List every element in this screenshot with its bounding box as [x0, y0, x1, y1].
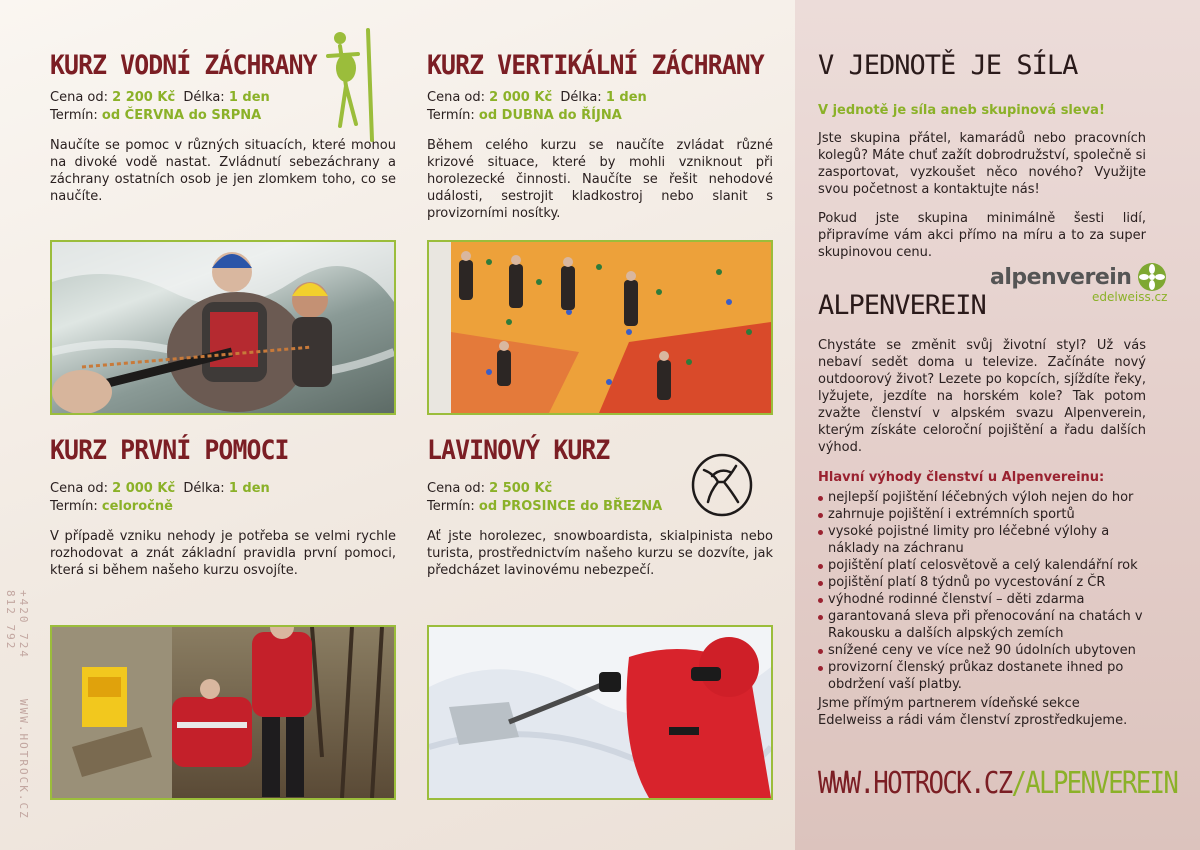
duration-prvni-pomoc: 1 den — [228, 481, 270, 496]
price-vodni: 2 200 Kč — [112, 90, 176, 105]
term-vodni: od ČERVNA do SRPNA — [101, 108, 262, 123]
text-jednota-2: Pokud jste skupina minimálně šesti lidí, připravíme vám akci přímo na míru a to za super skupinovou cenu. — [818, 211, 1146, 260]
benefit-item: pojištění platí 8 týdnů po vycestování z ČR — [818, 574, 1146, 591]
section-vertikalni — [427, 50, 773, 222]
heading-lavinovy: LAVINOVÝ KURZ — [427, 435, 610, 466]
text-partner: Jsme přímým partnerem vídeňské sekce Edelweiss a rádi vám členství zprostředkujeme. — [818, 696, 1128, 728]
section-prvni-pomoc — [50, 435, 396, 579]
section-jednota — [818, 50, 1146, 261]
term-vertikalni: od DUBNA do ŘÍJNA — [478, 108, 622, 123]
url-part-domain: WWW.HOTROCK.CZ — [818, 766, 1012, 801]
term-lavinovy: od PROSINCE do BŘEZNA — [478, 499, 663, 514]
meta-prvni-pomoc: Cena od: 2 000 Kč Délka: 1 den Termín: celoročně — [50, 481, 270, 514]
side-contact — [6, 590, 30, 820]
heading-jednota: V JEDNOTĚ JE SÍLA — [818, 50, 1078, 81]
paddler-icon — [318, 26, 380, 144]
benefit-item: zahrnuje pojištění i extrémních sportů — [818, 506, 1146, 523]
benefit-item: snížené ceny ve více než 90 údolních ubytoven — [818, 642, 1146, 659]
term-prvni-pomoc: celoročně — [101, 499, 173, 514]
benefit-item: vysoké pojistné limity pro léčebné výlohy a náklady na záchranu — [818, 523, 1146, 557]
text-prvni-pomoc: V případě vzniku nehody je potřeba se velmi rychle rozhodovat a znát základní pravidla první pomoci, která si během našeho kurzu osvojíte. — [50, 529, 396, 578]
benefit-item: výhodné rodinné členství – děti zdarma — [818, 591, 1146, 608]
side-phone: +420 724 812 792 — [4, 590, 30, 659]
price-vertikalni: 2 000 Kč — [489, 90, 553, 105]
url-part-path: /ALPENVEREIN — [1011, 766, 1178, 801]
first-aid-illustration — [52, 627, 394, 798]
photo-avalanche-shovel — [427, 625, 773, 800]
benefit-item: pojištění platí celosvětově a celý kalendářní rok — [818, 557, 1146, 574]
benefit-item: nejlepší pojištění léčebných výloh nejen do hor — [818, 489, 1146, 506]
meta-lavinovy: Cena od: 2 500 Kč Termín: od PROSINCE do BŘEZNA — [427, 481, 663, 514]
section-alpenverein — [818, 290, 1146, 729]
photo-rafting — [50, 240, 396, 415]
benefits-list — [818, 489, 1146, 693]
climbing-wall-illustration — [429, 242, 771, 413]
price-lavinovy: 2 500 Kč — [489, 481, 553, 496]
benefit-item: provizorní členský průkaz dostanete ihned po obdržení vaší platby. — [818, 659, 1146, 693]
photo-climbing-wall — [427, 240, 773, 415]
text-lavinovy: Ať jste horolezec, snowboardista, skialpinista nebo turista, prostřednictvím našeho kurzu se dozvíte, jak předcházet lavinovému nebezpečí. — [427, 529, 773, 578]
heading-alpenverein: ALPENVEREIN — [818, 290, 986, 321]
avalanche-illustration — [429, 627, 771, 798]
text-alpenverein: Chystáte se změnit svůj životní styl? Už vás nebaví sedět doma u televize. Začínáte nový outdoorový život? Lezete po kopcích, sjíždíte řeky, lyžujete, jezdíte na horském kole? Tak potom zvažte členství v alpském svazu Alpenverein, kterým získáte celoroční pojištění a řadu dalších výhod. — [818, 338, 1146, 455]
side-web: WWW.HOTROCK.CZ — [17, 699, 30, 820]
photo-first-aid — [50, 625, 396, 800]
duration-vertikalni: 1 den — [605, 90, 647, 105]
duration-vodni: 1 den — [228, 90, 270, 105]
benefits-title: Hlavní výhody členství u Alpenvereinu: — [818, 470, 1105, 485]
heading-prvni-pomoc: KURZ PRVNÍ POMOCI — [50, 435, 289, 466]
heading-vodni: KURZ VODNÍ ZÁCHRANY — [50, 50, 317, 81]
rafting-illustration — [52, 242, 394, 413]
meta-vodni: Cena od: 2 200 Kč Délka: 1 den Termín: od ČERVNA do SRPNA — [50, 90, 270, 123]
avalanche-icon — [690, 452, 754, 518]
meta-vertikalni: Cena od: 2 000 Kč Délka: 1 den Termín: od DUBNA do ŘÍJNA — [427, 90, 647, 123]
text-jednota-1: Jste skupina přátel, kamarádů nebo pracovních kolegů? Máte chuť zažít dobrodružství, společně si zasportovat, vyzkoušet něco nového? Využijte svou početnost a kontaktujte nás! — [818, 131, 1146, 197]
text-vodni: Naučíte se pomoc v různých situacích, které mohou na divoké vodě nastat. Zvládnutí sebezáchrany a záchrany ostatních osob je jen zlomkem toho, co se naučíte. — [50, 138, 396, 204]
text-vertikalni: Během celého kurzu se naučíte zvládat různé krizové situace, které by mohli vzniknout při horolezecké činnosti. Naučíte se řešit nehodové události, sestrojit kladkostroj nebo slanit s provizorními nosítky. — [427, 138, 773, 221]
heading-vertikalni: KURZ VERTIKÁLNÍ ZÁCHRANY — [427, 50, 764, 81]
brand-sub: edelweiss.cz — [1091, 290, 1168, 304]
hotrock-link[interactable] — [818, 766, 1177, 801]
brand-name: alpenverein — [990, 264, 1132, 290]
edelweiss-icon — [1137, 262, 1167, 292]
subtitle-jednota: V jednotě je síla aneb skupinová sleva! — [818, 103, 1105, 118]
price-prvni-pomoc: 2 000 Kč — [112, 481, 176, 496]
benefit-item: garantovaná sleva při přenocování na chatách v Rakousku a dalších alpských zemích — [818, 608, 1146, 642]
